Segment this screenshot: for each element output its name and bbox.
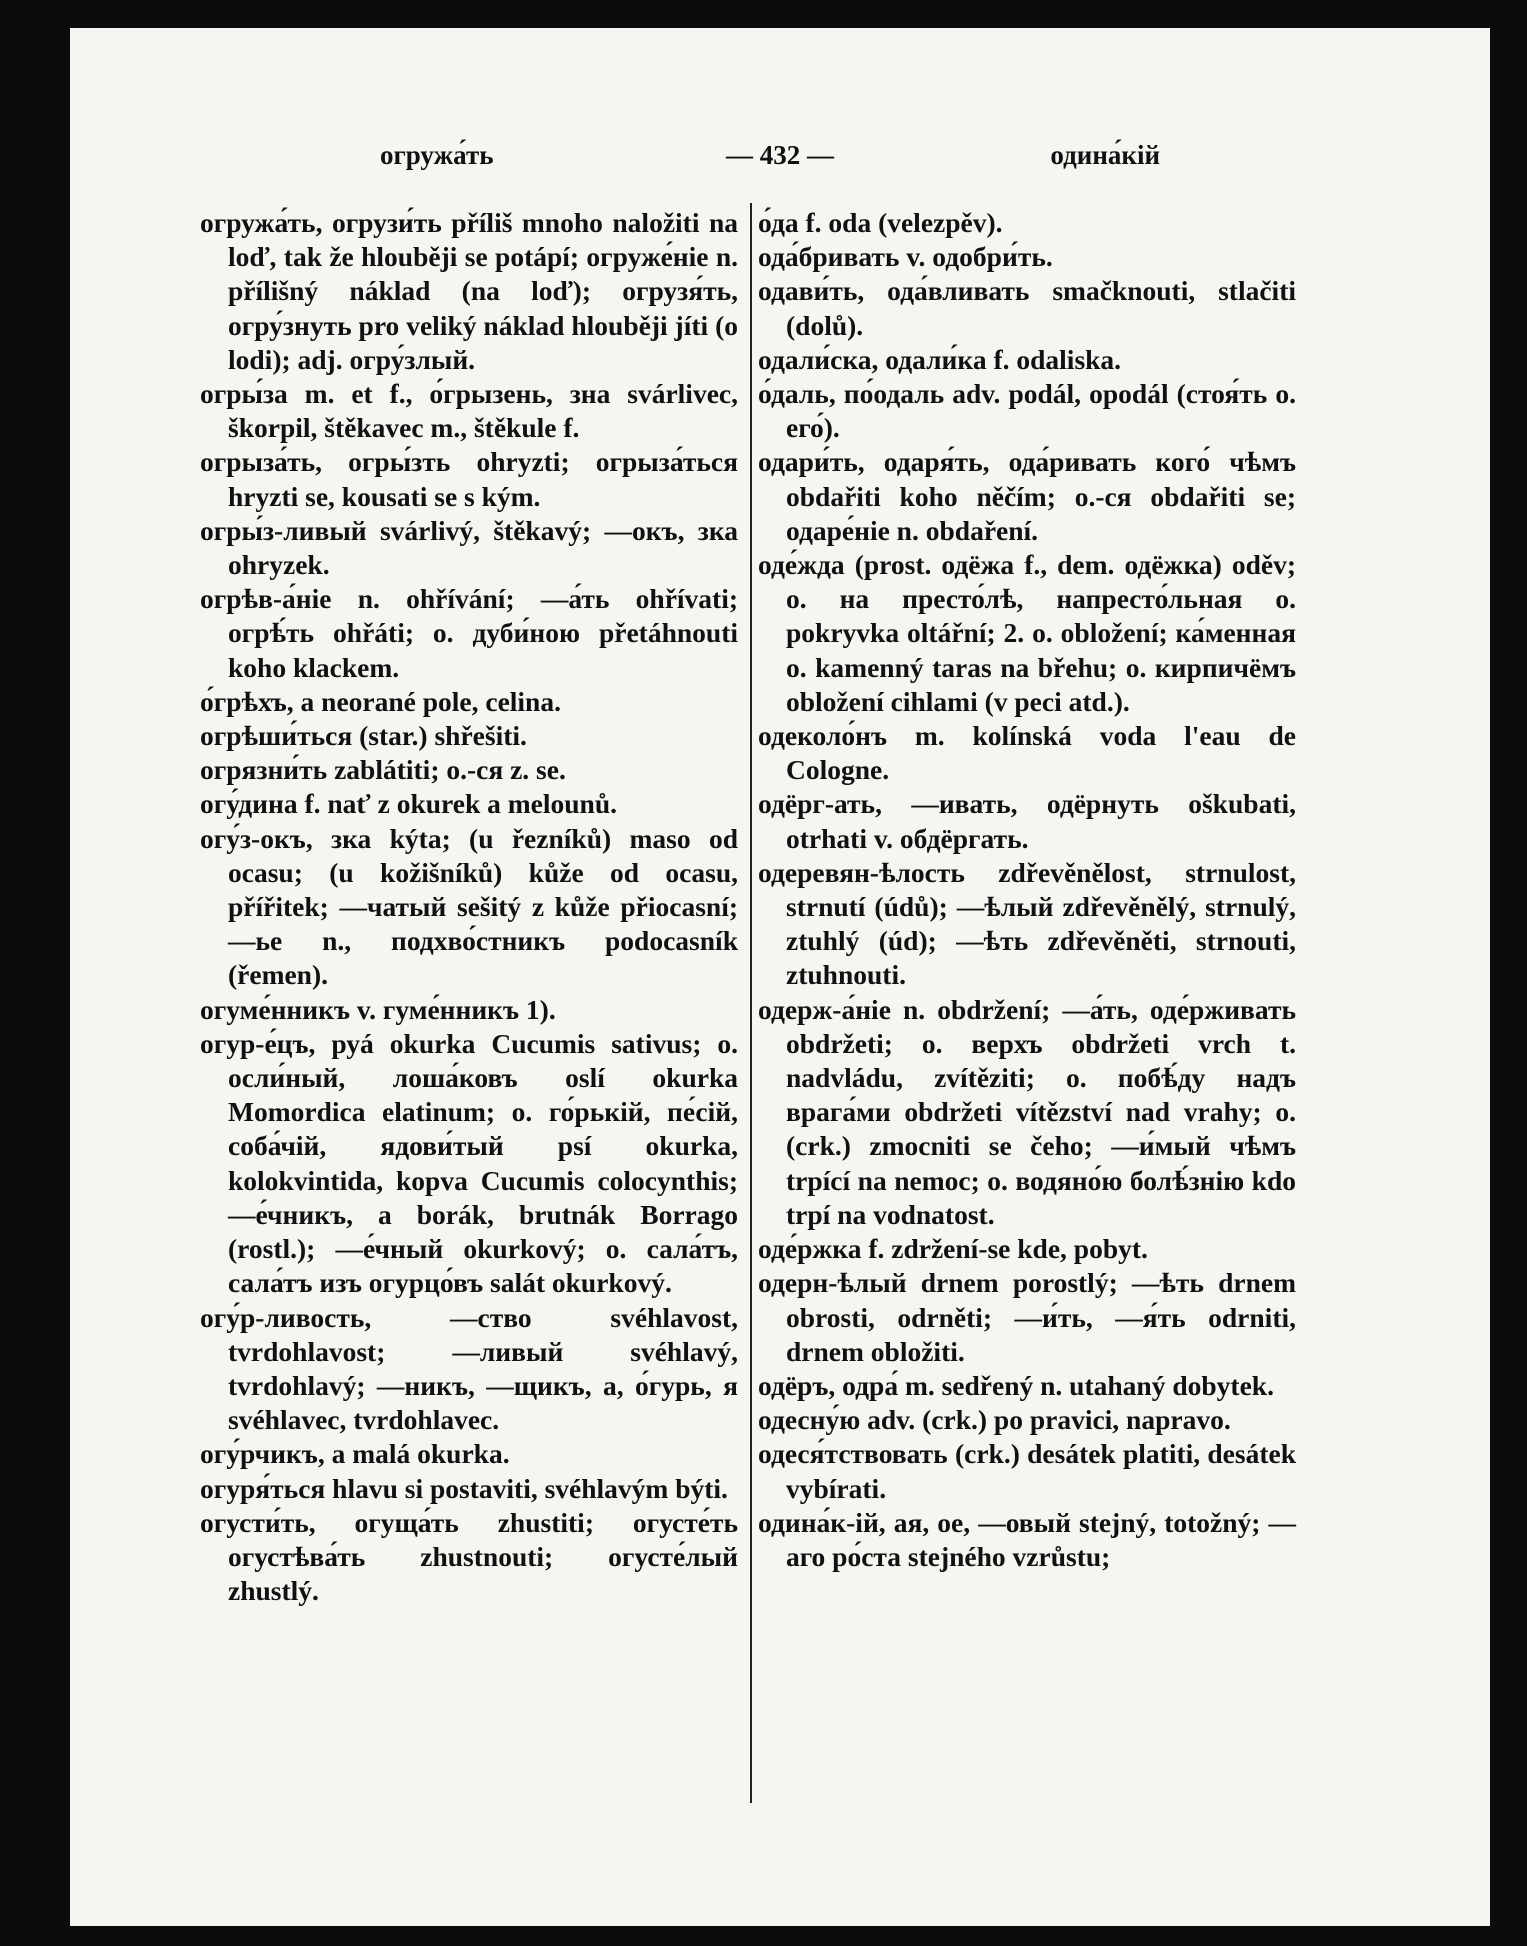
dictionary-entry: огур-е́цъ, руá okurka Cucumis sativus; о. осли́ный, лоша́ковъ oslí okurka Momordica elatinum; о. го́рькій, пе́сій, соба́чій, ядови́тый psí okurka, kolokvintida, kopva Cucumis colocynthis; —е́чникъ, a borák, brutnák Borrago (rostl.); —е́чный okurkový; о. сала́тъ, сала́тъ изъ огурцо́въ salát okurkový. bbox=[200, 1027, 738, 1299]
dictionary-entry: одерж-а́ніе n. obdržení; —а́ть, оде́рживать obdržeti; о. верхъ obdržeti vrch t. nadvládu, zvítěziti; о. побѣ́ду надъ врага́ми obdržeti vítězství nad vrahy; о. (crk.) zmocniti se čeho; —и́мый чѣмъ trpící na nemoc; о. водяно́ю болѣ́знію kdo trpí na vodnatost. bbox=[758, 993, 1296, 1230]
page-header bbox=[70, 140, 1490, 180]
dictionary-entry: одеревян-ѣлость zdřevěnělost, strnulost, strnutí (údů); —ѣлый zdřevěnělý, strnulý, ztuhlý (úd); —ѣть zdřevěněti, strnouti, ztuhnouti. bbox=[758, 856, 1296, 991]
dictionary-entry: огры́за m. et f., о́грызень, зна svárlivec, škorpil, štěkavec m., štěkule f. bbox=[200, 378, 738, 444]
dictionary-entry: огрѣв-а́ніе n. ohřívání; —а́ть ohřívati; огрѣ́ть ohřáti; о. дуби́ною přetáhnouti koho klackem. bbox=[200, 583, 738, 683]
left-column bbox=[200, 206, 738, 1608]
dictionary-entry: огу́з-окъ, зка kýta; (u řezníků) maso od ocasu; (u kožišníků) kůže od ocasu, přířitek; —чатый sešitý z kůže přiocasní; —ье n., подхво́стникъ podocasník (řemen). bbox=[200, 822, 738, 991]
dictionary-entry: огрязни́ть zablátiti; о.-ся z. se. bbox=[200, 754, 566, 786]
page-number: — 432 — bbox=[726, 140, 834, 170]
dictionary-entry: оде́жда (prost. одёжа f., dem. одёжка) oděv; о. на престо́лѣ, напресто́льная о. pokryvka oltářní; 2. о. obložení; ка́менная о. kamenný taras na břehu; о. кирпичёмъ obložení cihlami (v peci atd.). bbox=[758, 549, 1296, 717]
dictionary-entry: огу́дина f. nať z okurek a melounů. bbox=[200, 788, 618, 820]
dictionary-entry: одари́ть, одаря́ть, ода́ривать кого́ чѣмъ obdařiti koho něčím; о.-ся obdařiti se; одаре́ніе n. obdaření. bbox=[758, 446, 1296, 546]
dictionary-entry: огружа́ть, огрузи́ть příliš mnoho naložiti na loď, tak že hlouběji se potápí; огруже́ніе n. přílišný náklad (na loď); огрузя́ть, огру́знуть pro veliký náklad hlouběji jíti (o lodi); adj. огру́злый. bbox=[200, 207, 738, 375]
dictionary-entry: одесну́ю adv. (crk.) po pravici, napravo. bbox=[758, 1404, 1231, 1436]
dictionary-entry: о́даль, по́одаль adv. podál, opodál (стоя́ть о. его́). bbox=[758, 378, 1296, 444]
dictionary-entry: огу́р-ливость, —ство svéhlavost, tvrdohlavost; —ливый svéhlavý, tvrdohlavý; —никъ, —щикъ, a, о́гурь, я svéhlavec, tvrdohlavec. bbox=[200, 1301, 738, 1436]
dictionary-entry: огусти́ть, огуща́ть zhustiti; огусте́ть огустѣва́ть zhustnouti; огусте́лый zhustlý. bbox=[200, 1506, 738, 1607]
dictionary-entry: огрѣши́ться (star.) shřešiti. bbox=[200, 720, 527, 752]
dictionary-entry: одина́к-ій, ая, ое, —овый stejný, totožný; —аго ро́ста stejného vzrůstu; bbox=[758, 1506, 1296, 1572]
right-column bbox=[758, 206, 1296, 1574]
column-divider bbox=[750, 203, 752, 1803]
header-right-guide-word: одина́кій bbox=[1050, 140, 1160, 170]
header-left-guide-word: огружа́ть bbox=[380, 140, 494, 170]
dictionary-entry: оде́ржка f. zdržení-se kde, pobyt. bbox=[758, 1233, 1148, 1265]
dictionary-entry: о́грѣхъ, a neorané pole, celina. bbox=[200, 685, 561, 717]
dictionary-entry: огуря́ться hlavu si postaviti, svéhlavým býti. bbox=[200, 1472, 728, 1504]
dictionary-entry: ода́бривать v. одобри́ть. bbox=[758, 241, 1053, 273]
dictionary-entry: одёрг-ать, —ивать, одёрнуть oškubati, otrhati v. обдёргать. bbox=[758, 788, 1296, 854]
dictionary-page bbox=[70, 28, 1490, 1926]
dictionary-entry: одали́ска, одали́ка f. odaliska. bbox=[758, 343, 1122, 375]
dictionary-entry: одеколо́нъ m. kolínská voda l'eau de Cologne. bbox=[758, 720, 1296, 786]
dictionary-entry: одерн-ѣлый drnem porostlý; —ѣть drnem obrosti, odrněti; —и́ть, —я́ть odrniti, drnem obložiti. bbox=[758, 1267, 1296, 1367]
dictionary-entry: огуме́нникъ v. гуме́нникъ 1). bbox=[200, 993, 556, 1025]
dictionary-entry: о́да f. oda (velezpěv). bbox=[758, 207, 1003, 238]
dictionary-entry: одеся́тствовать (crk.) desátek platiti, desátek vybírati. bbox=[758, 1438, 1296, 1504]
dictionary-entry: одави́ть, ода́вливать smačknouti, stlačiti (dolů). bbox=[758, 275, 1296, 341]
dictionary-entry: огу́рчикъ, a malá okurka. bbox=[200, 1438, 510, 1470]
dictionary-entry: одёръ, одра́ m. sedřený n. utahaný dobytek. bbox=[758, 1369, 1274, 1401]
dictionary-entry: огрыза́ть, огры́зть ohryzti; огрыза́ться hryzti se, kousati se s kým. bbox=[200, 446, 738, 512]
dictionary-entry: огры́з-ливый svárlivý, štěkavý; —окъ, зка ohryzek. bbox=[200, 514, 738, 581]
